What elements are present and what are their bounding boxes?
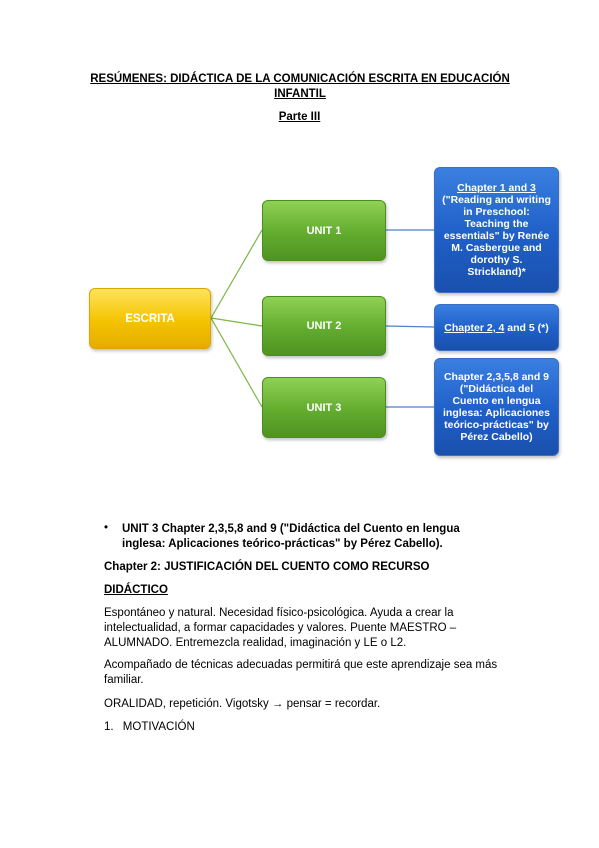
document-subtitle: Parte III (278, 111, 321, 123)
node-unit-3: UNIT 3 (262, 377, 386, 438)
connector-escrita-unit1 (211, 230, 262, 318)
document-title: RESÚMENES: DIDÁCTICA DE LA COMUNICACIÓN ESCRITA EN EDUCACIÓN INFANTIL (90, 73, 510, 100)
chapter-heading: Chapter 2: JUSTIFICACIÓN DEL CUENTO COMO RECURSO (104, 561, 430, 573)
node-unit-2: UNIT 2 (262, 296, 386, 356)
chapter-2-4-link[interactable]: Chapter 2, 4 (444, 321, 505, 334)
node-chapter-1-3 (434, 167, 559, 293)
node-unit-1: UNIT 1 (262, 200, 386, 261)
chapter-2-3-5-8-9-text: Chapter 2,3,5,8 and 9 ("Didáctica del Cuento en lengua inglesa: Aplicaciones teórico-prácticas" by Pérez Cabello) (443, 371, 550, 443)
bullet-unit3-text: UNIT 3 Chapter 2,3,5,8 and 9 ("Didáctica del Cuento en lengua inglesa: Aplicaciones teórico-prácticas" by Pérez Cabello). (122, 523, 460, 550)
paragraph-3: ORALIDAD, repetición. Vigotsky → pensar = recordar. (104, 698, 381, 710)
node-escrita: ESCRITA (89, 288, 211, 349)
list-item-text: MOTIVACIÓN (122, 721, 195, 733)
node-chapter-2-4-5 (434, 304, 559, 351)
connector-escrita-unit2 (211, 318, 262, 326)
paragraph-1: Espontáneo y natural. Necesidad físico-psicológica. Ayuda a crear la intelectualidad, a formar capacidades y valores. Puente MAESTRO – ALUMNADO. Entremezcla realidad, imaginación y LE o L2. (104, 607, 457, 649)
list-item-number: 1. (104, 721, 114, 733)
list-item-1 (104, 720, 504, 735)
chapter-1-3-link[interactable]: Chapter 1 and 3 (457, 182, 536, 194)
bullet-symbol: • (104, 522, 109, 534)
chapter-2-4-5-text: and 5 (*) (504, 321, 549, 334)
chapter-heading-continued: DIDÁCTICO (104, 584, 168, 596)
chapter-1-3-text: ("Reading and writing in Preschool: Teaching the essentials" by Renée M. Casbergue and dorothy S. Strickland)* (442, 194, 551, 278)
connector-unit2-chapter (386, 326, 434, 327)
connector-escrita-unit3 (211, 318, 262, 407)
paragraph-2: Acompañado de técnicas adecuadas permitirá que este aprendizaje sea más familiar. (104, 659, 498, 686)
node-chapter-2-3-5-8-9 (434, 358, 559, 456)
